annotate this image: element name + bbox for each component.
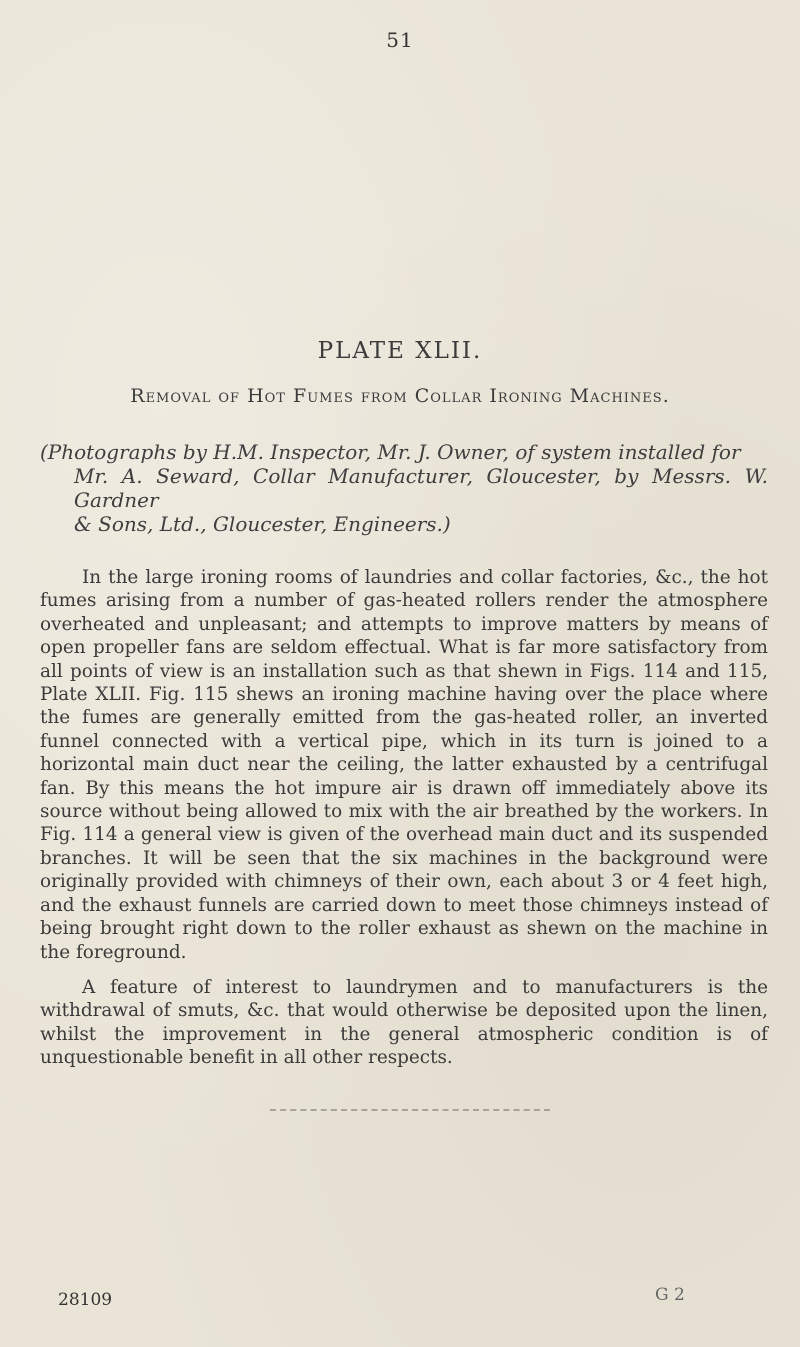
printer-code: 28109: [58, 1290, 113, 1310]
plate-title: PLATE XLII.: [317, 338, 483, 364]
signature-mark: G 2: [655, 1285, 685, 1305]
body-paragraph-1-block: [40, 566, 768, 964]
credit-line-3: & Sons, Ltd., Gloucester, Engineers.): [74, 512, 451, 536]
body-paragraph-2: A feature of interest to laundrymen and to manufacturers is the withdrawal of smuts, &c. that would otherwise be deposited upon the linen, whilst the improvement in the general atmospheric condition is of unquestionable benefit in all other respects.: [40, 977, 768, 1069]
body-paragraph-2-block: [40, 976, 768, 1070]
section-divider: [270, 1109, 550, 1111]
credit-line-1: (Photographs by H.M. Inspector, Mr. J. Owner, of system installed for: [40, 440, 741, 464]
plate-subtitle: Removal of Hot Fumes from Collar Ironing Machines.: [130, 385, 670, 407]
page-number: 51: [386, 28, 414, 52]
credit-line-2: Mr. A. Seward, Collar Manufacturer, Gloucester, by Messrs. W. Gardner: [74, 464, 768, 512]
photo-credit: [40, 440, 768, 536]
body-paragraph-1: In the large ironing rooms of laundries and collar factories, &c., the hot fumes arising from a number of gas-heated rollers render the atmosphere overheated and unpleasant; and attempts to improve matters by means of open propeller fans are seldom effectual. What is far more satisfactory from all points of view is an installation such as that shewn in Figs. 114 and 115, Plate XLII. Fig. 115 shews an ironing machine having over the place where the fumes are generally emitted from the gas-heated roller, an inverted funnel connected with a vertical pipe, which in its turn is joined to a horizontal main duct near the ceiling, the latter exhausted by a centrifugal fan. By this means the hot impure air is drawn off immediately above its source without being allowed to mix with the air breathed by the workers. In Fig. 114 a general view is given of the overhead main duct and its suspended branches. It will be seen that the six machines in the background were originally provided with chimneys of their own, each about 3 or 4 feet high, and the exhaust funnels are carried down to meet those chimneys instead of being brought right down to the roller exhaust as shewn on the machine in the foreground.: [40, 567, 768, 963]
